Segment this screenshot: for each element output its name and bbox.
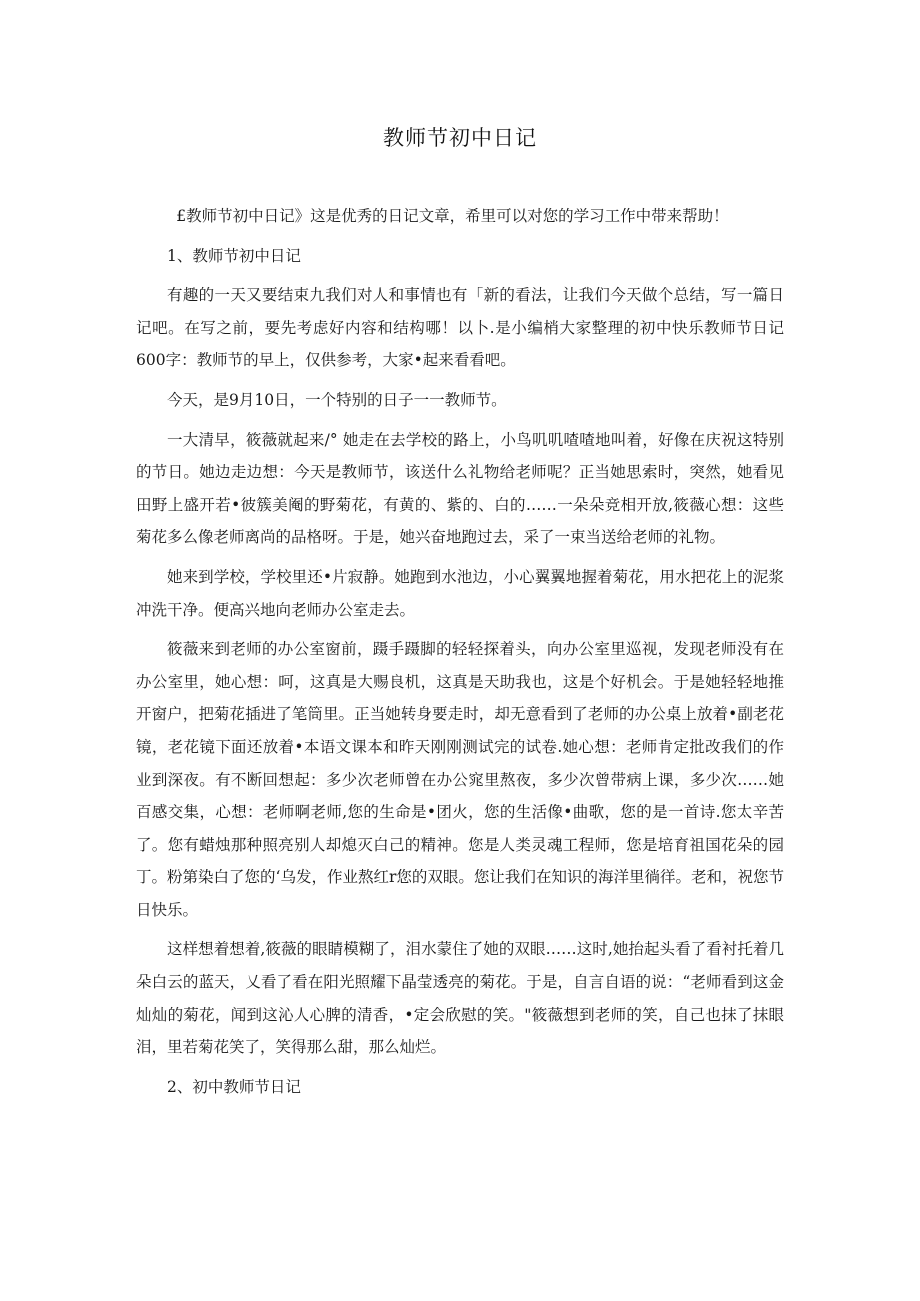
paragraph: 今天，是9月10日，一个特别的日子一一教师节。 [167,390,507,409]
paragraph: 筱薇来到老师的办公室窗前，蹑手蹑脚的轻轻探着头，向办公室里巡视，发现老师没有在办公室里，她心想：呵，这真是大赐良机，这真是天助我也，这是个好机会。于是她轻轻地推开窗户，把菊花插进了笔筒里。正当她转身要走时，却无意看到了老师的办公桌上放着•副老花镜，老花镜下面还放着•本语文课本和昨天刚刚测试完的试卷.她心想：老师肯定批改我们的作业到深夜。有不断回想起：多少次老师曾在办公窕里熬夜，多少次曾带病上课，多少次……她百感交集，心想：老师啊老师,您的生命是•团火，您的生活像•曲歌，您的是一首诗.您太辛苦了。您有蜡烛那种照亮别人却熄灭白己的精神。您是人类灵魂工程师，您是培育祖国花朵的园丁。粉第染白了您的‘乌发，作业熬红r您的双眼。您让我们在知识的海洋里徜徉。老和，祝您节日快乐。 [136,640,784,919]
paragraph: 有趣的一天又要结束九我们对人和事情也有「新的看法，让我们今天做个总结，写一篇日记吧。在写之前，要先考虑好内容和结构哪！以卜.是小编梢大家整理的初中快乐教师节日记600字：教师节的早上，仅供参考，大家•起来看看吧。 [136,286,784,370]
document-title: 教师节初中日记 [383,126,537,150]
section-heading-1: 1、教师节初中日记 [167,246,301,265]
paragraph: 一大清早，筱薇就起来/° 她走在去学校的路上，小鸟叽叽喳喳地叫着，好像在庆祝这特别的节日。她边走边想：今天是教师节，该送什么礼物给老师呢？正当她思索时，突然，她看见田野上盛开若•彼簇美阉的野菊花，有黄的、紫的、白的……一朵朵竞相开放,筱薇心想：这些菊花多么像老师离尚的品格呀。于是，她兴奋地跑过去，采了一束当送给老师的礼物。 [136,430,784,547]
paragraph: 这样想着想着,筱薇的眼睛模糊了，泪水蒙住了她的双眼……这时,她抬起头看了看衬托着几朵白云的蓝天，乂看了看在阳光照耀下晶莹透亮的菊花。于是，自言自语的说：“老师看到这金灿灿的菊花，闻到这沁人心脾的清香，•定会欣慰的笑。"筱薇想到老师的笑，自己也抹了抹眼泪，里若菊花笑了，笑得那么甜，那么灿烂。 [136,940,784,1057]
document-body [136,200,784,1103]
paragraph: 她来到学校，学校里还•片寂静。她跑到水池边，小心翼翼地握着菊花，用水把花上的泥浆冲洗干净。便高兴地向老师办公室走去。 [136,567,784,619]
intro-paragraph: £教师节初中日记》这是优秀的日记文章，希里可以对您的学习工作中带来帮助！ [176,207,729,225]
section-heading-2: 2、初中教师节日记 [167,1077,301,1096]
